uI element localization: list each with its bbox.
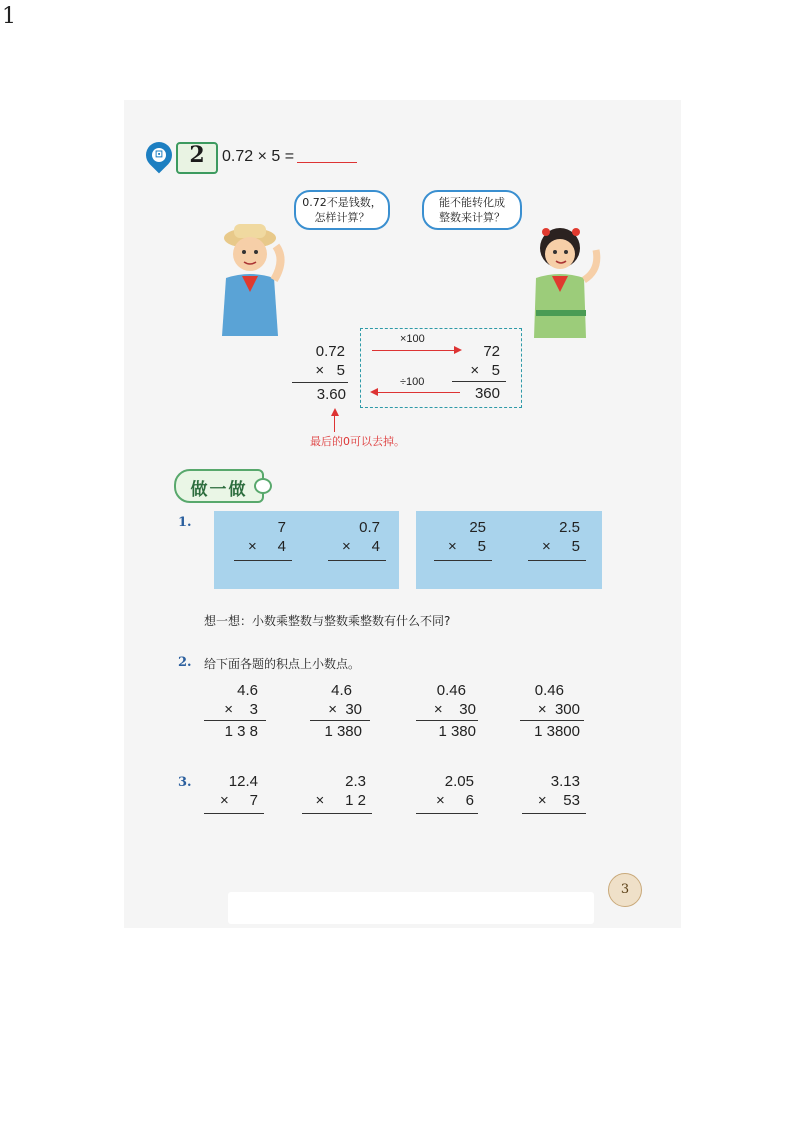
q2-p1-mult: × 3 (224, 701, 258, 718)
textbook-page (124, 100, 681, 928)
q1-p3-rule (434, 560, 492, 561)
exercise-title: 做一做 (190, 480, 248, 500)
badge-tip-icon (254, 478, 272, 494)
girl-speech-bubble: 能不能转化成 整数来计算？ (422, 190, 522, 230)
worked-right-result: 360 (474, 385, 500, 402)
q3-p1-rule (204, 813, 264, 814)
q3-p2-mult: × 1 2 (315, 792, 366, 809)
q1-p3-top: 25 (469, 519, 486, 536)
exercise-badge (174, 469, 264, 503)
q2-p1-rule (204, 720, 266, 721)
arrow-left-icon (370, 388, 378, 396)
q2-p2-top: 4.6 (331, 682, 352, 699)
q2-p3-top: 0.46 (436, 682, 466, 699)
arrow-bottom-line (378, 392, 460, 393)
q1-p1-top: 7 (277, 519, 286, 536)
q2-p4-mult: × 300 (537, 701, 580, 718)
q1-p2-rule (328, 560, 386, 561)
q3-p2-top: 2.3 (345, 773, 366, 790)
q2-p2-mult: × 30 (328, 701, 362, 718)
worked-right-rule (452, 381, 506, 382)
q1-p3-mult: × 5 (448, 538, 486, 555)
arrow-right-icon (454, 346, 462, 354)
q3-p2-rule (302, 813, 372, 814)
note-arrow-icon (331, 408, 339, 416)
page-number: 3 (608, 873, 642, 907)
q2-p3-mult: × 30 (433, 701, 476, 718)
q3-p3-rule (416, 813, 478, 814)
q1-p2-top: 0.7 (359, 519, 380, 536)
worked-note: 最后的0可以去掉。 (310, 435, 405, 448)
q2-p2-rule (310, 720, 370, 721)
q1-p1-mult: × 4 (248, 538, 286, 555)
worked-left-mult: × 5 (315, 362, 345, 379)
q1-number: 1. (178, 515, 192, 530)
arrow-top-label: ×100 (400, 333, 425, 345)
worked-right-mult: × 5 (470, 362, 500, 379)
q1-p1-rule (234, 560, 292, 561)
girl-illustration (516, 218, 612, 346)
q2-prompt: 给下面各题的积点上小数点。 (204, 657, 361, 671)
q2-p1-top: 4.6 (237, 682, 258, 699)
worked-left-result: 3.60 (316, 386, 346, 403)
worked-left-rule (292, 382, 348, 383)
q2-p3-result: 1 380 (438, 723, 476, 740)
q1-p4-rule (528, 560, 586, 561)
location-pin-icon (141, 137, 178, 174)
open-book-icon (176, 142, 218, 174)
example-equation: 0.72 × 5 = (222, 148, 295, 165)
example-number: 2 (189, 142, 205, 168)
q3-p4-top: 3.13 (550, 773, 580, 790)
q2-p1-result: 1 3 8 (224, 723, 258, 740)
q3-p1-mult: × 7 (220, 792, 258, 809)
q2-number: 2. (178, 655, 192, 670)
q1-p4-top: 2.5 (559, 519, 580, 536)
answer-blank (297, 162, 357, 163)
q3-p4-mult: × 53 (537, 792, 580, 809)
q3-p3-top: 2.05 (444, 773, 474, 790)
q2-p3-rule (416, 720, 478, 721)
arrow-bottom-label: ÷100 (400, 376, 425, 388)
q2-p2-result: 1 380 (324, 723, 362, 740)
footer-strip (228, 892, 594, 924)
note-arrow-shaft (334, 414, 335, 432)
boy-illustration (212, 218, 292, 346)
q3-p4-rule (522, 813, 586, 814)
q2-p4-top: 0.46 (534, 682, 564, 699)
q3-number: 3. (178, 775, 192, 790)
worked-left-top: 0.72 (315, 343, 345, 360)
pin-label: ⊡ (152, 148, 166, 162)
q3-p3-mult: × 6 (436, 792, 474, 809)
boy-speech-bubble: 0.72不是钱数， 怎样计算？ (294, 190, 390, 230)
q3-p1-top: 12.4 (228, 773, 258, 790)
worked-right-top: 72 (483, 343, 500, 360)
q1-p2-mult: × 4 (342, 538, 380, 555)
q1-p4-mult: × 5 (542, 538, 580, 555)
q1-think: 想一想：小数乘整数与整数乘整数有什么不同? (204, 614, 451, 628)
q2-p4-rule (520, 720, 584, 721)
corner-page-marker: 1 (2, 4, 16, 29)
q2-p4-result: 1 3800 (534, 723, 580, 740)
arrow-top-line (372, 350, 454, 351)
